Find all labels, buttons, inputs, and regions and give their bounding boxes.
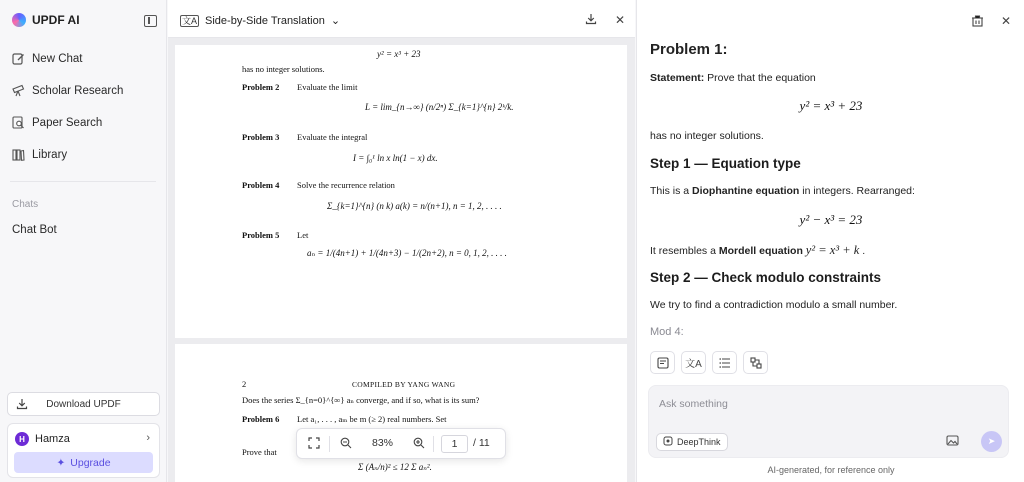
translate-icon: 文A — [182, 15, 198, 26]
translation-mode-dropdown[interactable] — [180, 14, 340, 27]
inline-equation: y² = x³ + k — [805, 243, 860, 257]
chevron-right-icon[interactable]: › — [146, 432, 150, 444]
zoom-toolbar — [296, 428, 506, 459]
chat-input[interactable] — [659, 398, 959, 410]
send-icon: ➤ — [987, 436, 996, 446]
sidebar-divider — [10, 181, 156, 182]
bold-term: Mordell equation — [718, 245, 803, 257]
response-text: has no integer solutions. — [650, 130, 764, 142]
step-heading: Step 1 — Equation type — [650, 156, 801, 171]
sidebar-item-label: Paper Search — [32, 116, 103, 129]
problem-label: Problem 2 — [242, 82, 280, 92]
sidebar-item-paper-search[interactable] — [12, 116, 102, 129]
send-button[interactable] — [981, 431, 1002, 452]
chat-list-item[interactable]: Chat Bot — [12, 224, 57, 236]
sidebar-item-new-chat[interactable] — [12, 52, 83, 65]
ai-response — [650, 38, 1012, 343]
updf-logo-icon — [12, 13, 26, 27]
image-upload-icon[interactable] — [946, 434, 959, 450]
download-updf-button[interactable] — [7, 392, 160, 416]
translate-action-icon[interactable]: 文A — [681, 351, 706, 374]
mindmap-action-icon[interactable] — [743, 351, 768, 374]
sidebar-item-label: Library — [32, 148, 68, 161]
response-text-faded: Mod 4: — [650, 326, 684, 338]
text-line: Does the series Σ_{n=0}^{∞} aₙ converge, and if so, what is its sum? — [242, 395, 480, 405]
viewer-title: Side-by-Side Translation — [205, 14, 325, 27]
problem-text: Let a₁, . . . , aₘ be m (≥ 2) real numbers. Set — [297, 414, 447, 424]
equation: y² = x³ + 23 — [377, 49, 421, 59]
problem-text: Evaluate the integral — [297, 132, 368, 142]
paper-search-icon — [12, 116, 25, 129]
text-line: has no integer solutions. — [242, 64, 325, 74]
bold-term: Diophantine equation — [692, 185, 800, 197]
brand[interactable] — [12, 13, 80, 27]
close-icon[interactable]: ✕ — [614, 13, 625, 27]
sidebar-item-label: Scholar Research — [32, 84, 124, 97]
problem-label: Problem 6 — [242, 414, 280, 424]
telescope-icon — [12, 84, 25, 97]
page-number-input[interactable]: 1 — [441, 435, 468, 453]
statement-line — [650, 72, 816, 84]
explain-action-icon[interactable] — [712, 351, 737, 374]
problem-label: Problem 4 — [242, 180, 280, 190]
equation: I = ∫₀¹ ln x ln(1 − x) dx. — [353, 153, 438, 163]
pdf-page-1 — [175, 45, 627, 338]
running-header: COMPILED BY YANG WANG — [352, 380, 456, 389]
problem-text: Let — [297, 230, 309, 240]
summarize-action-icon[interactable] — [650, 351, 675, 374]
zoom-level[interactable]: 83% — [372, 437, 394, 449]
step-heading: Step 2 — Check modulo constraints — [650, 270, 882, 285]
sparkle-icon: ✦ — [56, 456, 66, 469]
problem-text: Solve the recurrence relation — [297, 180, 395, 190]
zoom-in-icon[interactable] — [413, 437, 425, 452]
text-span: . — [859, 245, 866, 257]
user-card — [7, 423, 160, 478]
sidebar-item-library[interactable] — [12, 148, 67, 161]
page-total: / 11 — [473, 437, 490, 449]
equation: Σ (Aₙ/n)² ≤ 12 Σ aₙ². — [358, 462, 432, 472]
download-icon[interactable] — [585, 13, 597, 28]
sidebar-item-scholar-research[interactable] — [12, 84, 123, 97]
toolbar-divider — [329, 436, 330, 452]
brand-name: UPDF AI — [32, 13, 80, 27]
statement-text: Prove that the equation — [704, 72, 816, 84]
clear-history-icon[interactable] — [971, 14, 984, 30]
deepthink-toggle[interactable] — [656, 433, 728, 451]
text-span: in integers. Rearranged: — [799, 185, 915, 197]
quick-actions — [650, 351, 768, 374]
problem-label: Problem 3 — [242, 132, 280, 142]
deepthink-icon — [663, 436, 673, 448]
equation: y² = x³ + 23 — [799, 98, 863, 113]
equation: aₙ = 1/(4n+1) + 1/(4n+3) − 1/(2n+2), n = 0, 1, 2, . . . . — [307, 248, 507, 258]
pdf-viewer-panel — [168, 0, 635, 482]
ai-chat-panel — [636, 0, 1024, 482]
upgrade-label: Upgrade — [70, 456, 111, 469]
text-span: This is a — [650, 185, 693, 197]
problem-label: Problem 5 — [242, 230, 280, 240]
response-text — [650, 243, 865, 258]
toolbar-divider — [433, 436, 434, 452]
download-icon — [16, 398, 28, 413]
response-text: We try to find a contradiction modulo a small number. — [650, 299, 898, 311]
response-heading: Problem 1: — [650, 41, 728, 58]
chevron-down-icon: ⌄ — [330, 15, 341, 27]
statement-label: Statement: — [650, 72, 705, 84]
equation: L = lim_{n→∞} (n/2ⁿ) Σ_{k=1}^{n} 2ᵏ/k. — [365, 102, 514, 112]
user-name[interactable]: Hamza — [35, 433, 70, 445]
problem-text: Evaluate the limit — [297, 82, 358, 92]
fit-page-icon[interactable] — [308, 437, 320, 452]
zoom-out-icon[interactable] — [340, 437, 352, 452]
sidebar — [0, 0, 167, 482]
equation: y² − x³ = 23 — [799, 212, 863, 227]
pdf-page-2 — [175, 344, 627, 482]
text-span: It resembles a — [650, 245, 719, 257]
sidebar-collapse-icon[interactable] — [144, 15, 157, 27]
download-label: Download UPDF — [46, 398, 121, 410]
ai-disclaimer: AI-generated, for reference only — [767, 465, 895, 475]
upgrade-button[interactable] — [14, 452, 153, 473]
edit-icon — [12, 52, 25, 65]
library-icon — [12, 148, 25, 161]
deepthink-label: DeepThink — [677, 437, 721, 447]
viewer-header — [168, 0, 635, 38]
avatar[interactable]: H — [15, 432, 29, 446]
chat-input-box — [648, 385, 1009, 458]
page-number: 2 — [242, 379, 247, 389]
response-text — [650, 185, 915, 197]
close-icon[interactable]: ✕ — [1000, 14, 1011, 28]
chats-section-label: Chats — [12, 199, 39, 210]
equation: Σ_{k=1}^{n} (n k) a(k) = n/(n+1), n = 1, 2, . . . . — [327, 201, 502, 211]
text-line: Prove that — [242, 447, 277, 457]
sidebar-item-label: New Chat — [32, 52, 83, 65]
